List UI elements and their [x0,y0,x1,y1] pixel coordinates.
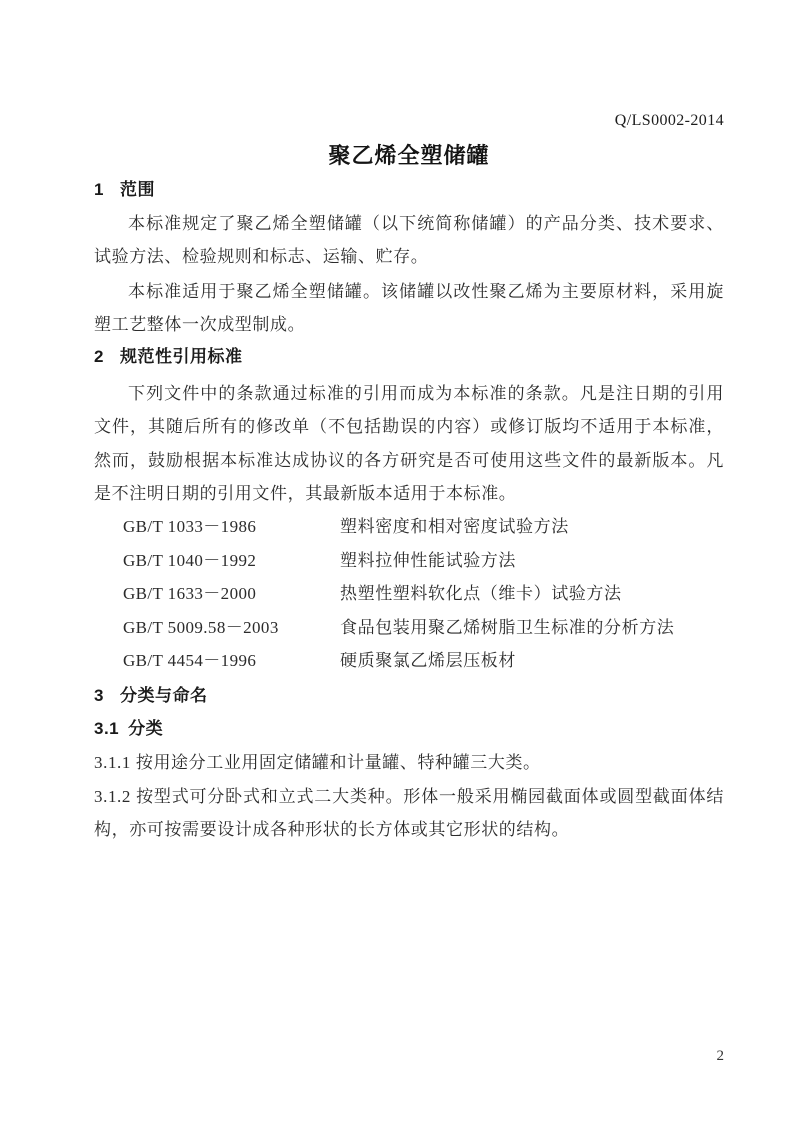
section-3-number: 3 [94,686,104,705]
page-number: 2 [716,1048,724,1064]
doc-code: Q/LS0002-2014 [614,112,724,129]
section-2-heading [94,347,724,367]
reference-code: GB/T 1040－1992 [123,550,257,570]
section-1-heading [94,180,724,200]
section-2-label: 规范性引用标准 [119,347,243,366]
reference-title: 塑料拉伸性能试验方法 [340,550,516,570]
reference-row [94,577,724,611]
reference-code: GB/T 4454－1996 [123,651,257,671]
page-title: 聚乙烯全塑储罐 [328,143,490,168]
reference-code: GB/T 1033－1986 [123,517,257,536]
reference-code: GB/T 5009.58－2003 [123,617,279,637]
subsection-3-1-heading [94,719,724,739]
reference-title: 热塑性塑料软化点（维卡）试验方法 [340,584,622,604]
reference-title: 食品包装用聚乙烯树脂卫生标准的分析方法 [340,617,675,637]
section-3-label: 分类与命名 [119,686,208,705]
reference-row [94,510,724,544]
reference-title: 塑料密度和相对密度试验方法 [340,517,569,536]
paragraph-3-1-1: 3.1.1 按用途分工业用固定储罐和计量罐、特种罐三大类。 [94,753,541,772]
paragraph-scope-2: 本标准适用于聚乙烯全塑储罐。该储罐以改性聚乙烯为主要原材料，采用旋塑工艺整体一次成型制成。 [94,282,724,335]
reference-row [94,611,724,645]
paragraph-normative-intro: 下列文件中的条款通过标准的引用而成为本标准的条款。凡是注日期的引用文件，其随后所有的修改单（不包括勘误的内容）或修订版均不适用于本标准，然而，鼓励根据本标准达成协议的各方研究是否可使用这些文件的最新版本。凡是不注明日期的引用文件，其最新版本适用于本标准。 [94,384,724,504]
section-1-number: 1 [94,180,104,199]
reference-title: 硬质聚氯乙烯层压板材 [340,651,516,671]
references-list [94,510,724,678]
reference-row [94,644,724,678]
section-3-heading [94,686,724,706]
subsection-3-1-number: 3.1 [94,719,120,738]
paragraph-scope-1: 本标准规定了聚乙烯全塑储罐（以下统简称储罐）的产品分类、技术要求、试验方法、检验规则和标志、运输、贮存。 [94,214,724,267]
section-2-number: 2 [94,347,104,366]
subsection-3-1-label: 分类 [128,719,164,738]
reference-code: GB/T 1633－2000 [123,584,257,604]
paragraph-3-1-2: 3.1.2 按型式可分卧式和立式二大类种。形体一般采用椭园截面体或圆型截面体结构，亦可按需要设计成各种形状的长方体或其它形状的结构。 [94,787,724,840]
section-1-label: 范围 [119,180,155,199]
reference-row [94,544,724,578]
